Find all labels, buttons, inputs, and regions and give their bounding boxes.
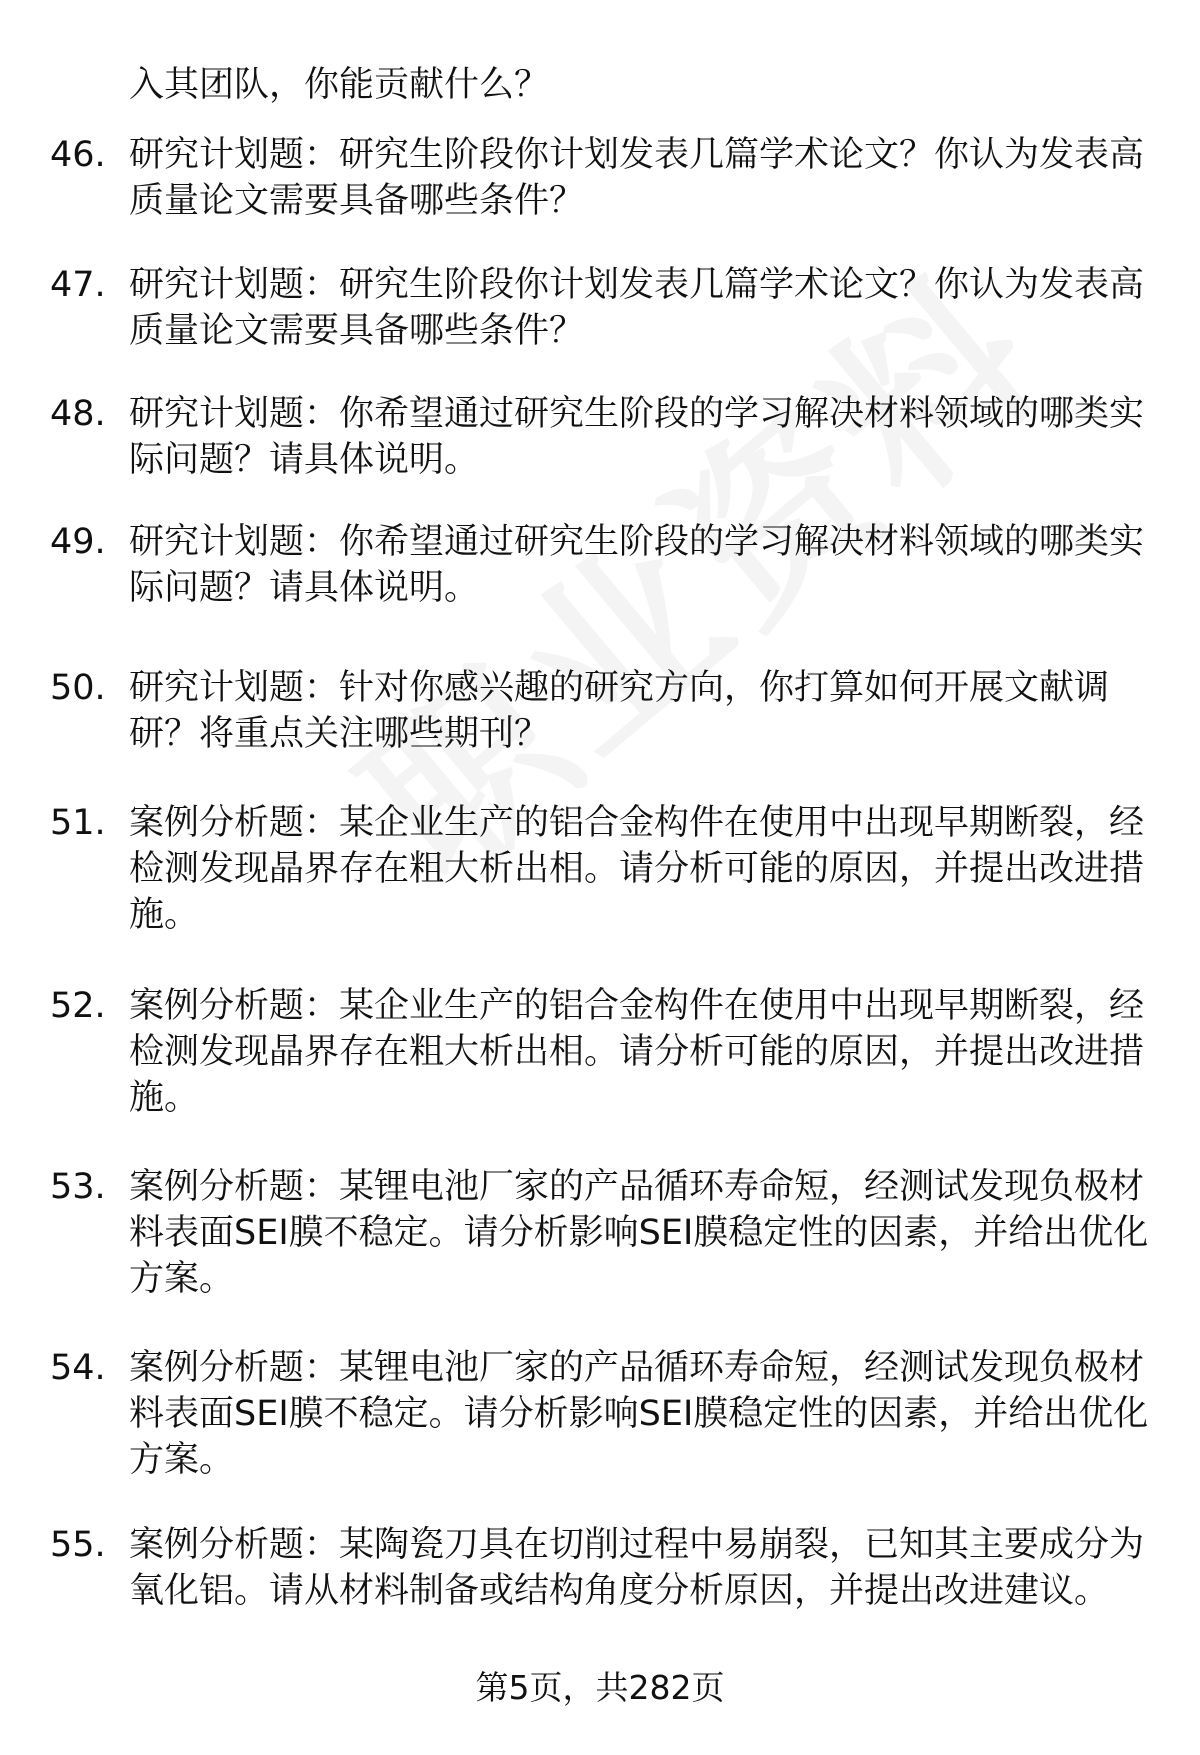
question-text: 案例分析题：某陶瓷刀具在切削过程中易崩裂，已知其主要成分为氧化铝。请从材料制备或结构角度分析原因，并提出改进建议。 [129,1525,1145,1611]
question-number: 54. [50,1348,106,1388]
question-number: 52. [50,986,106,1026]
question-number: 47. [50,265,106,305]
question-number: 55. [50,1525,106,1565]
page-footer: 第5页，共282页 [475,1668,725,1707]
question-text: 研究计划题：研究生阶段你计划发表几篇学术论文？你认为发表高质量论文需要具备哪些条件？ [129,265,1145,351]
continued-text: 入其团队，你能贡献什么？ [129,65,550,105]
question-number: 49. [50,522,106,562]
question-text: 研究计划题：针对你感兴趣的研究方向，你打算如何开展文献调研？将重点关注哪些期刊？ [129,668,1110,754]
question-text: 研究计划题：你希望通过研究生阶段的学习解决材料领域的哪类实际问题？请具体说明。 [129,394,1145,480]
question-text: 案例分析题：某企业生产的铝合金构件在使用中出现早期断裂，经检测发现晶界存在粗大析出相。请分析可能的原因，并提出改进措施。 [129,803,1145,935]
question-text: 案例分析题：某锂电池厂家的产品循环寿命短，经测试发现负极材料表面SEI膜不稳定。请分析影响SEI膜稳定性的因素，并给出优化方案。 [129,1348,1149,1480]
question-number: 48. [50,394,106,434]
question-number: 46. [50,135,106,175]
question-text: 研究计划题：研究生阶段你计划发表几篇学术论文？你认为发表高质量论文需要具备哪些条件？ [129,135,1145,221]
question-text: 案例分析题：某锂电池厂家的产品循环寿命短，经测试发现负极材料表面SEI膜不稳定。请分析影响SEI膜稳定性的因素，并给出优化方案。 [129,1167,1149,1299]
question-number: 53. [50,1167,106,1207]
question-text: 研究计划题：你希望通过研究生阶段的学习解决材料领域的哪类实际问题？请具体说明。 [129,522,1145,608]
question-text: 案例分析题：某企业生产的铝合金构件在使用中出现早期断裂，经检测发现晶界存在粗大析出相。请分析可能的原因，并提出改进措施。 [129,986,1145,1118]
question-number: 50. [50,668,106,708]
question-number: 51. [50,803,106,843]
